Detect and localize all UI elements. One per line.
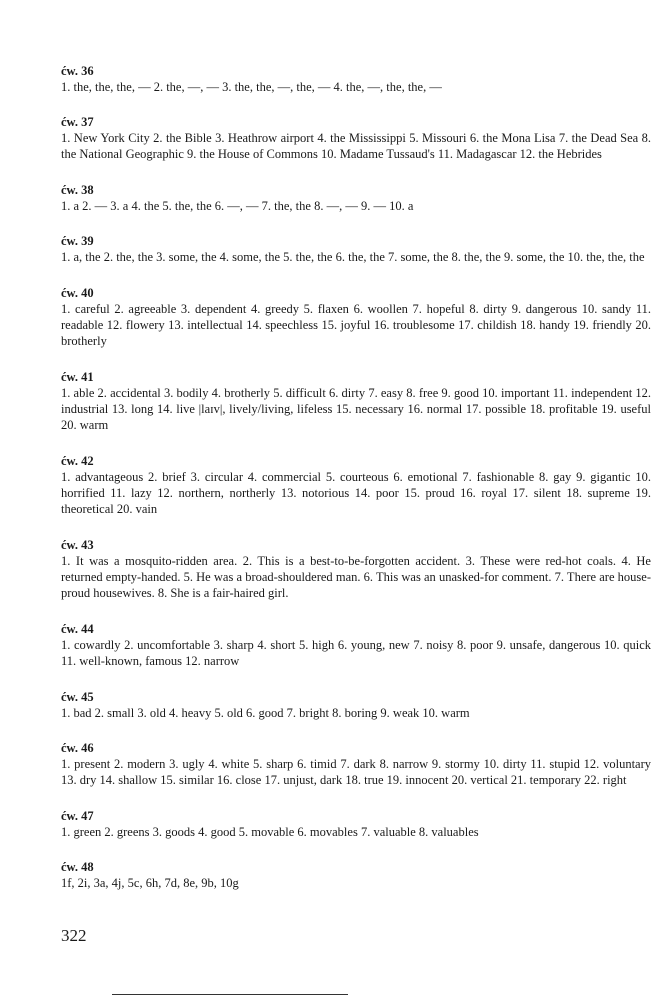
bottom-rule	[112, 994, 348, 995]
exercise-answers: 1. a, the 2. the, the 3. some, the 4. some, the 5. the, the 6. the, the 7. some, the 8. the, the 9. some, the 10. the, the, the	[61, 250, 645, 264]
exercise-42	[61, 454, 651, 517]
exercise-46	[61, 741, 651, 788]
exercise-answers: 1. present 2. modern 3. ugly 4. white 5. sharp 6. timid 7. dark 8. narrow 9. stormy 10. dirty 11. stupid 12. voluntary 13. dry 14. shallow 15. similar 16. close 17. unjust, dark 18. true 19. innocent 20. vertical 21. temporary 22. right	[61, 757, 651, 787]
exercise-title: ćw. 44	[61, 622, 94, 636]
exercise-answers: 1. careful 2. agreeable 3. dependent 4. greedy 5. flaxen 6. woollen 7. hopeful 8. dirty 9. dangerous 10. sandy 11. readable 12. flowery 13. intellectual 14. speechless 15. joyful 16. troublesome 17. childish 18. handy 19. friendly 20. brotherly	[61, 302, 651, 348]
exercise-answers: 1f, 2i, 3a, 4j, 5c, 6h, 7d, 8e, 9b, 10g	[61, 876, 239, 890]
exercise-title: ćw. 48	[61, 860, 94, 874]
exercise-answers: 1. It was a mosquito-ridden area. 2. This is a best-to-be-forgotten accident. 3. These were red-hot coals. 4. He returned empty-handed. 5. He was a broad-shouldered man. 6. This was an unasked-for comment. 7. There are house-proud housewives. 8. She is a fair-haired girl.	[61, 554, 651, 600]
exercise-44	[61, 622, 651, 669]
exercise-48	[61, 860, 651, 891]
exercise-answers: 1. a 2. — 3. a 4. the 5. the, the 6. —, — 7. the, the 8. —, — 9. — 10. a	[61, 199, 414, 213]
exercise-41	[61, 370, 651, 433]
exercise-answers: 1. advantageous 2. brief 3. circular 4. commercial 5. courteous 6. emotional 7. fashionable 8. gay 9. gigantic 10. horrified 11. lazy 12. northern, northerly 13. notorious 14. poor 15. proud 16. royal 17. silent 18. supreme 19. theoretical 20. vain	[61, 470, 651, 516]
exercise-47	[61, 809, 651, 840]
exercise-answers: 1. green 2. greens 3. goods 4. good 5. movable 6. movables 7. valuable 8. valuables	[61, 825, 479, 839]
exercise-answers: 1. the, the, the, — 2. the, —, — 3. the, the, —, the, — 4. the, —, the, the, —	[61, 80, 442, 94]
exercise-title: ćw. 39	[61, 234, 94, 248]
exercise-39	[61, 234, 651, 265]
exercise-40	[61, 286, 651, 349]
exercise-43	[61, 538, 651, 601]
exercise-36	[61, 64, 651, 95]
exercise-title: ćw. 43	[61, 538, 94, 552]
page-number: 322	[61, 926, 87, 945]
exercise-title: ćw. 36	[61, 64, 94, 78]
exercise-title: ćw. 45	[61, 690, 94, 704]
exercise-45	[61, 690, 651, 721]
exercise-answers: 1. able 2. accidental 3. bodily 4. brotherly 5. difficult 6. dirty 7. easy 8. free 9. good 10. important 11. independent 12. industrial 13. long 14. live |laɪv|, lively/living, lifeless 15. necessary 16. normal 17. possible 18. profitable 19. useful 20. warm	[61, 386, 651, 432]
exercise-title: ćw. 46	[61, 741, 94, 755]
answer-key-page	[61, 64, 651, 891]
exercise-title: ćw. 37	[61, 115, 94, 129]
exercise-title: ćw. 42	[61, 454, 94, 468]
exercise-title: ćw. 40	[61, 286, 94, 300]
exercise-answers: 1. cowardly 2. uncomfortable 3. sharp 4. short 5. high 6. young, new 7. noisy 8. poor 9. unsafe, dangerous 10. quick 11. well-known, famous 12. narrow	[61, 638, 651, 668]
exercise-answers: 1. New York City 2. the Bible 3. Heathrow airport 4. the Mississippi 5. Missouri 6. the Mona Lisa 7. the Dead Sea 8. the National Geographic 9. the House of Commons 10. Madame Tussaud's 11. Madagascar 12. the Hebrides	[61, 131, 651, 161]
exercise-37	[61, 115, 651, 162]
exercise-answers: 1. bad 2. small 3. old 4. heavy 5. old 6. good 7. bright 8. boring 9. weak 10. warm	[61, 706, 470, 720]
exercise-38	[61, 183, 651, 214]
exercise-title: ćw. 47	[61, 809, 94, 823]
exercise-title: ćw. 38	[61, 183, 94, 197]
exercise-title: ćw. 41	[61, 370, 94, 384]
